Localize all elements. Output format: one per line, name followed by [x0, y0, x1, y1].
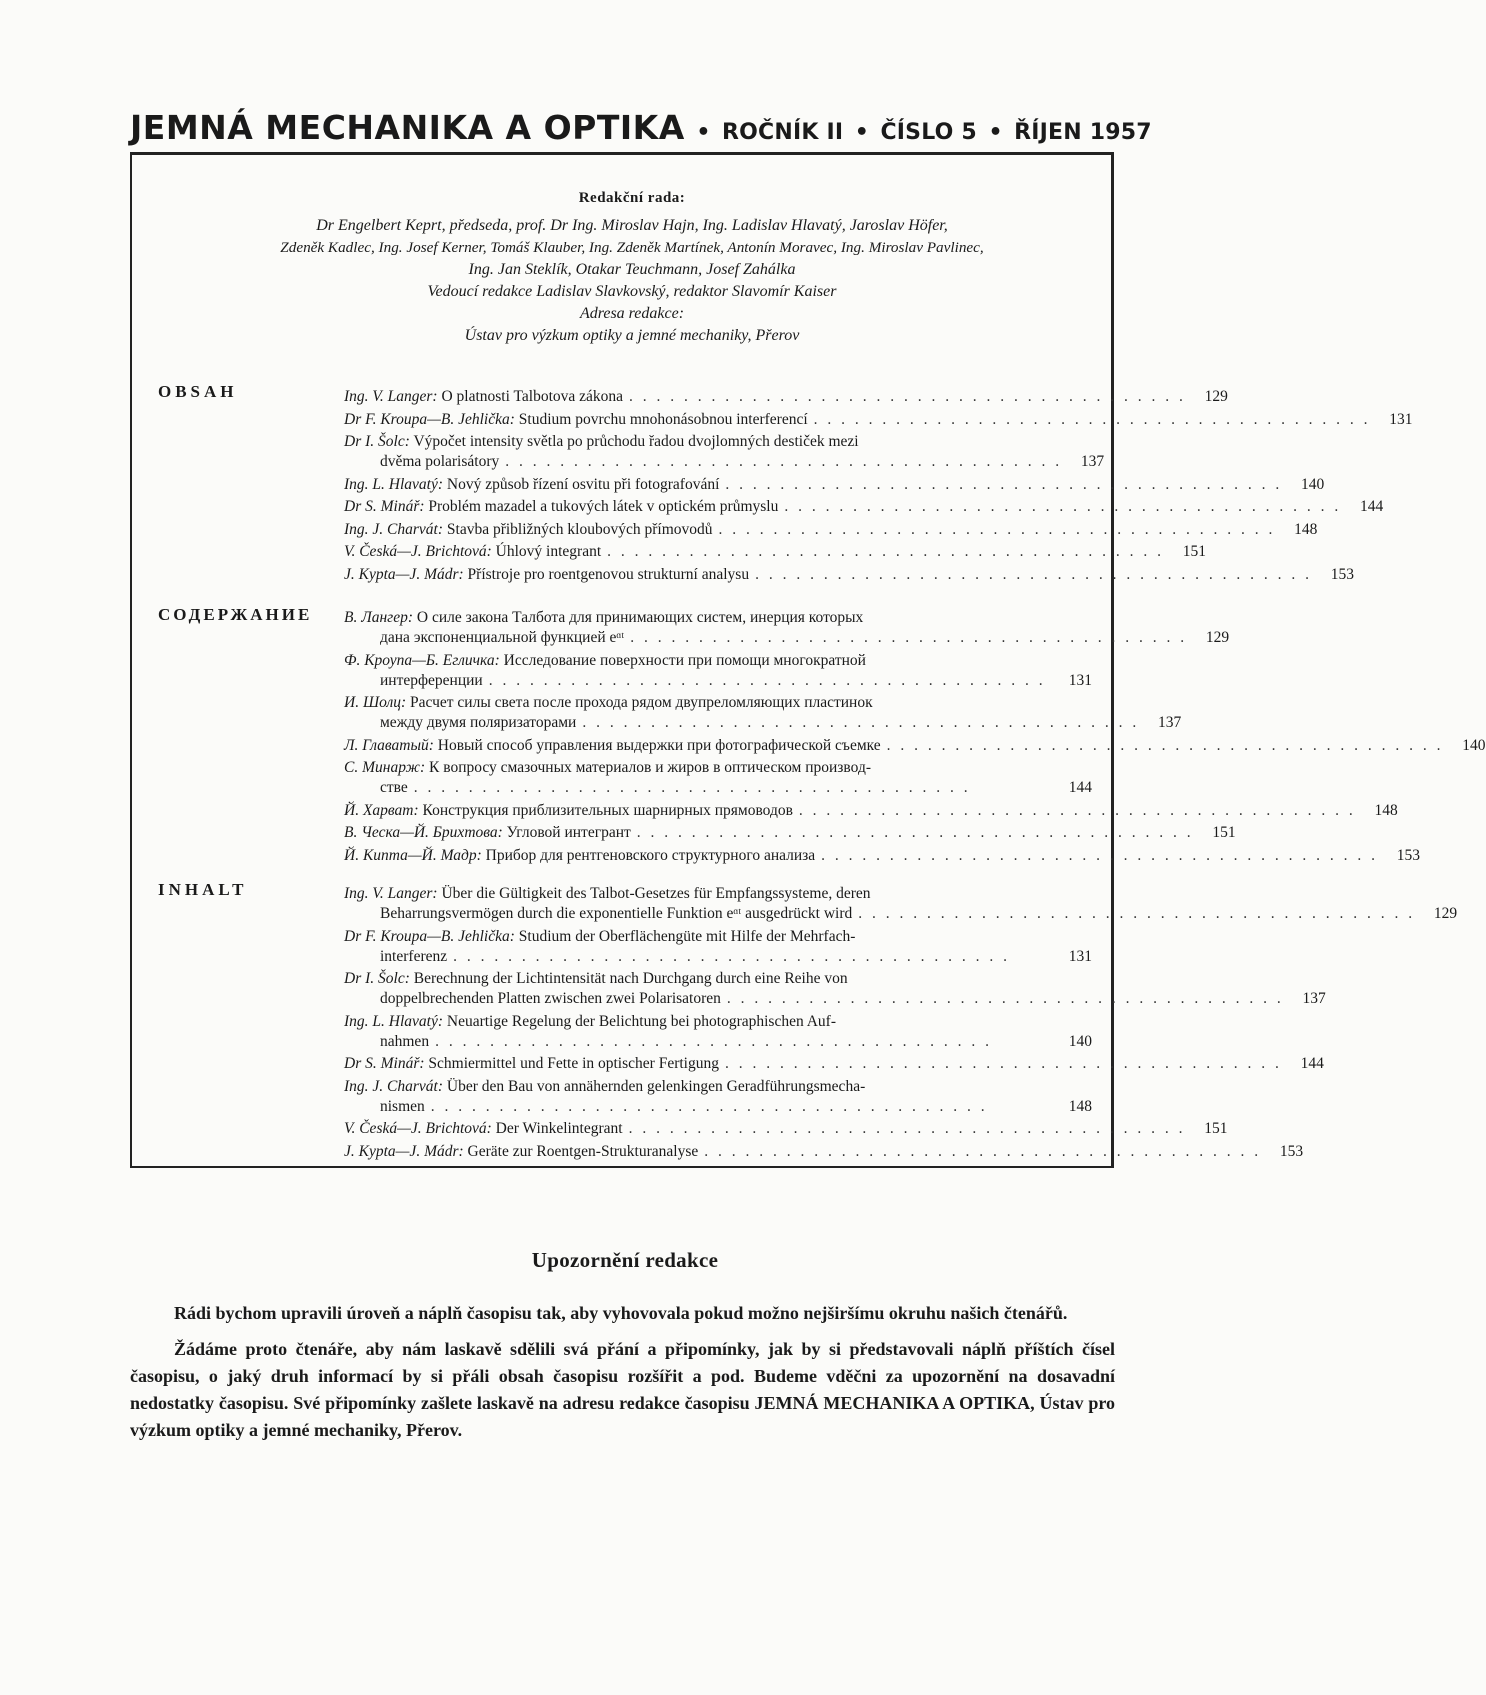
toc-entry-last-line: [344, 387, 1228, 407]
toc-entry-author: V. Česká—J. Brichtová:: [344, 1120, 492, 1137]
leader-dots: . . . . . . . . . . . . . . . . . . . . . . . . . . . . . . . . . . . . . . . . .: [582, 714, 1140, 731]
toc-entry: [344, 520, 1318, 540]
toc-entry-text: [344, 846, 815, 866]
toc-entry-author: Л. Главатый:: [344, 736, 434, 754]
toc-entry-title: interferenz: [380, 947, 448, 965]
toc-entry-text: [380, 713, 576, 733]
toc-entry-page: 144: [1359, 498, 1384, 515]
toc-entry-page: 148: [1374, 801, 1398, 819]
toc-entry-line: [344, 927, 1092, 947]
toc-entry: [344, 387, 1228, 407]
toc-entry-page: 151: [1204, 1120, 1228, 1137]
toc-entry-title: Исследование поверхности при помощи многократной: [503, 651, 866, 669]
toc-entry-last-line: [344, 542, 1207, 562]
section-label-inhalt: INHALT: [158, 880, 248, 899]
toc-entry-last-line: [344, 823, 1236, 843]
toc-entry-title: интерференции: [380, 671, 483, 689]
toc-entry-text: [344, 410, 808, 430]
toc-entry-text: [380, 1097, 425, 1117]
leader-dots: . . . . . . . . . . . . . . . . . . . . . . . . . . . . . . . . . . . . . . . . .: [726, 990, 1284, 1007]
toc-entry-page: 148: [1068, 1097, 1092, 1115]
toc-entry-title: O platnosti Talbotova zákona: [441, 388, 624, 405]
toc-entry-line: [344, 1077, 1092, 1097]
toc-entry-author: Dr S. Minář:: [344, 498, 425, 515]
toc-entry: [344, 693, 1182, 733]
toc-entry-text: [380, 671, 483, 691]
toc-entry-title: Nový způsob řízení osvitu při fotografování: [446, 475, 720, 493]
toc-entry-author: Dr F. Kroupa—B. Jehlička:: [344, 927, 515, 945]
toc-entry-author: В. Ческа—Й. Брихтова:: [344, 824, 503, 841]
toc-entry-title: dvěma polarisátory: [380, 453, 500, 470]
toc-entry-author: Ing. V. Langer:: [344, 388, 438, 405]
toc-entry-author: Dr I. Šolc:: [344, 970, 410, 987]
toc-entry-last-line: [344, 628, 1230, 648]
toc-entry-author: Ing. V. Langer:: [344, 885, 438, 902]
toc-entry-page: 137: [1302, 990, 1326, 1007]
toc-entry-text: [380, 947, 447, 967]
toc-entry-text: [344, 542, 601, 562]
leader-dots: . . . . . . . . . . . . . . . . . . . . . . . . . . . . . . . . . . . . . . . . .: [784, 498, 1342, 515]
editorial-board-line: Ing. Jan Steklík, Otakar Teuchmann, Josef Zahálka: [468, 261, 796, 278]
leader-dots: . . . . . . . . . . . . . . . . . . . . . . . . . . . . . . . . . . . . . . . . .: [725, 475, 1283, 493]
toc-entry-title: Stavba přibližných kloubových přímovodů: [446, 520, 713, 538]
toc-entry-last-line: [344, 475, 1325, 495]
toc-entry-text: [344, 736, 881, 756]
journal-title: JEMNÁ MECHANIKA A OPTIKA: [130, 108, 685, 147]
toc-entry-title: nahmen: [380, 1032, 430, 1050]
toc-entry: [344, 651, 1092, 691]
toc-entry-page: 153: [1330, 565, 1354, 583]
toc-entry-title: Přístroje pro roentgenovou strukturní analysu: [467, 565, 750, 583]
toc-entry-title: Úhlový integrant: [495, 543, 602, 560]
leader-dots: . . . . . . . . . . . . . . . . . . . . . . . . . . . . . . . . . . . . . . . . .: [636, 824, 1194, 841]
toc-entry-page: 131: [1389, 410, 1413, 428]
section-label-soderzhanie: СОДЕРЖАНИЕ: [158, 605, 313, 624]
notice-body: [130, 1300, 1115, 1444]
toc-entry-title: Beharrungsvermögen durch die exponentielle Funktion eᵅᵗ ausgedrückt wird: [380, 905, 853, 922]
notice-title: Upozornění redakce: [531, 1248, 719, 1272]
toc-entry-text: [344, 801, 793, 821]
toc-entry-text: [380, 452, 499, 472]
leader-dots: . . . . . . . . . . . . . . . . . . . . . . . . . . . . . . . . . . . . . . . . .: [724, 1055, 1282, 1072]
toc-entry: [344, 927, 1092, 967]
editorial-board-line: Zdeněk Kadlec, Ing. Josef Kerner, Tomáš Klauber, Ing. Zdeněk Martínek, Antonín Moravec, Ing. Miroslav Pavlinec,: [280, 239, 984, 256]
leader-dots: . . . . . . . . . . . . . . . . . . . . . . . . . . . . . . . . . . . . . . . . .: [704, 1142, 1262, 1160]
toc-entry-last-line: [344, 1119, 1228, 1139]
toc-entry-author: Dr S. Minář:: [344, 1055, 425, 1072]
separator: •: [988, 120, 1003, 145]
toc-entry: [344, 1054, 1324, 1074]
toc-entry: [344, 497, 1384, 517]
toc-entry: [344, 410, 1413, 430]
toc-entry-last-line: [344, 410, 1413, 430]
toc-entry-text: [344, 823, 631, 843]
toc-entry-title: Studium der Oberflächengüte mit Hilfe der Mehrfach-: [518, 927, 856, 945]
toc-entry-last-line: [344, 497, 1384, 517]
notice-paragraph: Žádáme proto čtenáře, aby nám laskavě sdělili svá přání a připomínky, jak by si představovali náplň příštích čísel časopisu, o jaký druh informací by si přáli obsah časopisu rozšířit a pod. Budeme vděčni za upozornění na dosavadní nedostatky časopisu. Své připomínky zašlete laskavě na adresu redakce časopisu JEMNÁ MECHANIKA A OPTIKA, Ústav pro výzkum optiky a jemné mechaniky, Přerov.: [130, 1339, 1115, 1440]
toc-entry-text: [380, 778, 408, 798]
section-label-obsah: OBSAH: [158, 382, 238, 401]
toc-entry-text: [344, 1054, 719, 1074]
toc-entry-page: 151: [1182, 543, 1207, 560]
leader-dots: . . . . . . . . . . . . . . . . . . . . . . . . . . . . . . . . . . . . . . . . .: [607, 543, 1165, 560]
toc-entry-page: 137: [1157, 714, 1182, 731]
toc-entry-page: 140: [1301, 475, 1325, 493]
toc-entry-author: И. Шолц:: [344, 694, 407, 711]
toc-entry-title: Der Winkelintegrant: [495, 1120, 623, 1137]
editorial-address-label: Adresa redakce:: [579, 305, 685, 322]
toc-entry-author: Ing. L. Hlavatý:: [344, 475, 444, 493]
toc-entry-page: 148: [1294, 520, 1318, 538]
toc-entry-title: Výpočet intensity světla po průchodu řadou dvojlomných destiček mezi: [413, 433, 859, 450]
toc-entry: [344, 1119, 1228, 1139]
toc-entry-author: Ing. J. Charvát:: [344, 520, 444, 538]
toc-entry: [344, 823, 1236, 843]
toc-entry-last-line: [344, 671, 1092, 691]
toc-entry: [344, 565, 1354, 585]
toc-entry-text: [380, 989, 721, 1009]
toc-entry-title: между двумя поляризаторами: [380, 714, 577, 731]
toc-entry-page: 129: [1204, 388, 1228, 405]
toc-entry-last-line: [344, 736, 1486, 756]
toc-entry-line: [344, 608, 1092, 628]
leader-dots: . . . . . . . . . . . . . . . . . . . . . . . . . . . . . . . . . . . . . . . . .: [813, 410, 1371, 428]
leader-dots: . . . . . . . . . . . . . . . . . . . . . . . . . . . . . . . . . . . . . . . . .: [628, 1120, 1186, 1137]
toc-entry-line: [344, 1012, 1092, 1032]
toc-entry-author: Й. Кипта—Й. Мадр:: [344, 846, 482, 864]
masthead: [130, 104, 1152, 152]
toc-entry-page: 131: [1068, 671, 1092, 689]
toc-entry: [344, 432, 1105, 472]
toc-entry: [344, 758, 1092, 798]
toc-entry-last-line: [344, 1142, 1304, 1162]
editorial-board-line: Vedoucí redakce Ladislav Slavkovský, redaktor Slavomír Kaiser: [427, 283, 837, 300]
toc-entry-title: Geräte zur Roentgen-Strukturanalyse: [467, 1142, 699, 1160]
toc-entry-page: 137: [1080, 453, 1105, 470]
toc-entry-last-line: [344, 1054, 1324, 1074]
toc-entry-last-line: [344, 565, 1354, 585]
toc-entry-text: [344, 1142, 698, 1162]
leader-dots: . . . . . . . . . . . . . . . . . . . . . . . . . . . . . . . . . . . . . . . . .: [886, 736, 1444, 754]
toc-entry: [344, 475, 1325, 495]
toc-entry-line: [344, 693, 1092, 713]
toc-entry-page: 140: [1462, 736, 1486, 754]
toc-entry-page: 144: [1300, 1055, 1324, 1072]
toc-entry-page: 131: [1068, 947, 1092, 965]
toc-entry-title: дана экспоненциальной функцией eᵅᵗ: [380, 629, 625, 646]
toc-entry-last-line: [344, 1032, 1092, 1052]
toc-entry-line: [344, 969, 1092, 989]
toc-entry-last-line: [344, 947, 1092, 967]
toc-entry: [344, 1077, 1092, 1117]
toc-entry-text: [380, 1032, 429, 1052]
toc-entry-line: [344, 758, 1092, 778]
notice-paragraph: Rádi bychom upravili úroveň a náplň časopisu tak, aby vyhovovala pokud možno nejširšímu okruhu našich čtenářů.: [174, 1303, 1068, 1323]
toc-entry-title: Berechnung der Lichtintensität nach Durchgang durch eine Reihe von: [413, 970, 848, 987]
toc-entry-author: J. Kypta—J. Mádr:: [344, 1142, 464, 1160]
toc-entry-text: [380, 904, 852, 924]
toc-entry-last-line: [344, 846, 1421, 866]
leader-dots: . . . . . . . . . . . . . . . . . . . . . . . . . . . . . . . . . . . . . . . . .: [430, 1097, 988, 1115]
toc-entry-author: Ф. Кроупа—Б. Егличка:: [344, 651, 500, 669]
leader-dots: . . . . . . . . . . . . . . . . . . . . . . . . . . . . . . . . . . . . . . . . .: [630, 629, 1188, 646]
editorial-board-line: Dr Engelbert Keprt, předseda, prof. Dr Ing. Miroslav Hajn, Ing. Ladislav Hlavatý, Jaroslav Höfer,: [316, 217, 948, 234]
toc-entry-author: Ing. J. Charvát:: [344, 1077, 444, 1095]
leader-dots: . . . . . . . . . . . . . . . . . . . . . . . . . . . . . . . . . . . . . . . . .: [488, 671, 1046, 689]
toc-entry-title: Расчет силы света после прохода рядом двупреломляющих пластинок: [410, 694, 873, 711]
toc-list-obsah: [344, 387, 1413, 587]
editorial-address: Ústav pro výzkum optiky a jemné mechaniky, Přerov: [464, 327, 800, 344]
toc-entry-title: Studium povrchu mnohonásobnou interferencí: [518, 410, 808, 428]
toc-entry-title: стве: [380, 779, 408, 796]
toc-entry-author: Ing. L. Hlavatý:: [344, 1012, 444, 1030]
toc-entry-line: [344, 651, 1092, 671]
toc-entry-title: nismen: [380, 1097, 425, 1115]
toc-entry-title: Problém mazadel a tukových látek v optickém průmyslu: [428, 498, 779, 515]
toc-entry-line: [344, 432, 1092, 452]
leader-dots: . . . . . . . . . . . . . . . . . . . . . . . . . . . . . . . . . . . . . . . . .: [435, 1032, 992, 1050]
toc-entry: [344, 1012, 1092, 1052]
toc-entry-author: Й. Харват:: [344, 801, 419, 819]
toc-entry: [344, 969, 1326, 1009]
toc-entry-line: [344, 884, 1092, 904]
toc-entry-last-line: [344, 904, 1458, 924]
leader-dots: . . . . . . . . . . . . . . . . . . . . . . . . . . . . . . . . . . . . . . . . .: [755, 565, 1312, 583]
leader-dots: . . . . . . . . . . . . . . . . . . . . . . . . . . . . . . . . . . . . . . . . .: [821, 846, 1379, 864]
toc-entry-page: 144: [1068, 779, 1092, 796]
toc-entry-text: [344, 387, 623, 407]
issue-label: ČÍSLO 5: [880, 120, 977, 145]
toc-entry-text: [344, 565, 749, 585]
toc-entry-page: 129: [1205, 629, 1230, 646]
leader-dots: . . . . . . . . . . . . . . . . . . . . . . . . . . . . . . . . . . . . . . . . .: [453, 947, 1010, 965]
toc-entry: [344, 1142, 1304, 1162]
leader-dots: . . . . . . . . . . . . . . . . . . . . . . . . . . . . . . . . . . . . . . . . .: [505, 453, 1063, 470]
toc-entry-author: J. Kypta—J. Mádr:: [344, 565, 464, 583]
editorial-board-title: Redakční rada:: [578, 190, 686, 206]
toc-entry-title: Конструкция приблизительных шарнирных прямоводов: [422, 801, 793, 819]
toc-entry-title: Угловой интегрант: [506, 824, 631, 841]
toc-entry-last-line: [344, 778, 1092, 798]
editorial-board: [170, 190, 1094, 347]
toc-entry-title: Über die Gültigkeit des Talbot-Gesetzes für Empfangssysteme, deren: [441, 885, 871, 902]
toc-entry-last-line: [344, 713, 1182, 733]
toc-entry-text: [380, 628, 624, 648]
toc-entry-last-line: [344, 452, 1105, 472]
toc-entry: [344, 736, 1486, 756]
separator: •: [854, 120, 869, 145]
issue-date: ŘÍJEN 1957: [1014, 120, 1152, 145]
toc-entry-author: В. Лангер:: [344, 609, 413, 626]
toc-entry-author: Dr I. Šolc:: [344, 433, 410, 450]
leader-dots: . . . . . . . . . . . . . . . . . . . . . . . . . . . . . . . . . . . . . . . . .: [629, 388, 1186, 405]
toc-entry-author: Dr F. Kroupa—B. Jehlička:: [344, 410, 515, 428]
toc-entry-page: 151: [1212, 824, 1236, 841]
toc-entry: [344, 884, 1458, 924]
toc-entry-text: [344, 520, 713, 540]
toc-entry: [344, 801, 1398, 821]
toc-entry-page: 140: [1068, 1032, 1092, 1050]
toc-entry-title: Über den Bau von annähernden gelenkingen Geradführungsmecha-: [446, 1077, 866, 1095]
toc-entry-text: [344, 497, 778, 517]
toc-list-inhalt: [344, 884, 1458, 1164]
leader-dots: . . . . . . . . . . . . . . . . . . . . . . . . . . . . . . . . . . . . . . . . .: [718, 520, 1276, 538]
toc-entry-last-line: [344, 989, 1326, 1009]
volume-label: ROČNÍK II: [721, 120, 844, 145]
toc-entry-title: О силе закона Талбота для принимающих систем, инерция которых: [416, 609, 864, 626]
toc-entry-text: [344, 475, 719, 495]
toc-entry-text: [344, 1119, 623, 1139]
toc-entry-author: V. Česká—J. Brichtová:: [344, 543, 492, 560]
leader-dots: . . . . . . . . . . . . . . . . . . . . . . . . . . . . . . . . . . . . . . . . .: [858, 905, 1416, 922]
separator: •: [696, 120, 711, 145]
toc-entry-title: К вопросу смазочных материалов и жиров в оптическом производ-: [429, 759, 871, 776]
leader-dots: . . . . . . . . . . . . . . . . . . . . . . . . . . . . . . . . . . . . . . . . .: [413, 779, 971, 796]
toc-entry-page: 153: [1279, 1142, 1304, 1160]
toc-entry-title: Новый способ управления выдержки при фотографической съемке: [437, 736, 881, 754]
toc-entry-title: Прибор для рентгеновского структурного анализа: [485, 846, 816, 864]
toc-entry-title: Neuartige Regelung der Belichtung bei photographischen Auf-: [446, 1012, 837, 1030]
toc-entry-author: С. Минарж:: [344, 759, 426, 776]
toc-entry-last-line: [344, 801, 1398, 821]
leader-dots: . . . . . . . . . . . . . . . . . . . . . . . . . . . . . . . . . . . . . . . . .: [798, 801, 1356, 819]
toc-entry-page: 129: [1433, 905, 1458, 922]
toc-entry-title: Schmiermittel und Fette in optischer Fertigung: [428, 1055, 719, 1072]
toc-entry: [344, 846, 1421, 866]
toc-entry: [344, 542, 1207, 562]
toc-entry: [344, 608, 1230, 648]
toc-entry-title: doppelbrechenden Platten zwischen zwei Polarisatoren: [380, 990, 721, 1007]
toc-entry-last-line: [344, 1097, 1092, 1117]
toc-list-soderzhanie: [344, 608, 1486, 868]
toc-entry-last-line: [344, 520, 1318, 540]
toc-entry-page: 153: [1396, 846, 1421, 864]
